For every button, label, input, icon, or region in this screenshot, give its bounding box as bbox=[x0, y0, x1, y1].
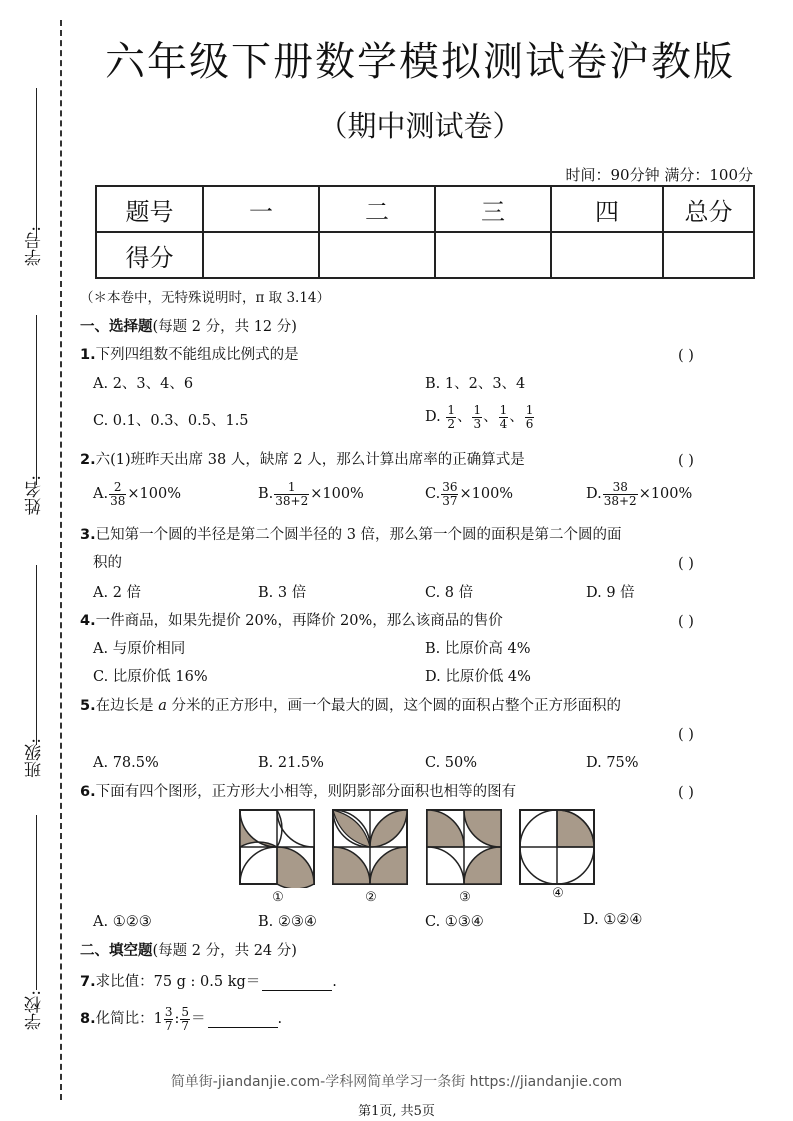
figure-2 bbox=[333, 810, 407, 884]
section1-heading bbox=[80, 320, 297, 335]
option-b bbox=[258, 481, 364, 507]
answer-paren[interactable]: ( ) bbox=[678, 453, 694, 469]
header-cell: 二 bbox=[319, 186, 435, 232]
option-b: B. 比原价高 4% bbox=[425, 641, 531, 657]
denominator: 3 bbox=[473, 416, 482, 431]
fraction bbox=[164, 1006, 174, 1032]
score-row-label: 得分 bbox=[96, 232, 203, 278]
period: . bbox=[277, 1011, 283, 1028]
option-d: D. ①②④ bbox=[583, 912, 643, 928]
shaded-figures bbox=[235, 808, 595, 888]
score-cell[interactable] bbox=[319, 232, 435, 278]
score-cell[interactable] bbox=[203, 232, 319, 278]
option-a: A. 78.5% bbox=[93, 755, 159, 771]
question-text: 下列四组数不能组成比例式的是 bbox=[95, 347, 299, 363]
option-b: B. 21.5% bbox=[258, 755, 324, 771]
denominator: 37 bbox=[442, 493, 458, 508]
numerator: 1 bbox=[499, 403, 508, 417]
question-number: 5. bbox=[80, 698, 96, 714]
option-letter: D. bbox=[586, 486, 602, 503]
question-text: 化简比：1 bbox=[95, 1011, 163, 1028]
section2-heading bbox=[80, 944, 297, 959]
option-letter: A. bbox=[93, 486, 109, 503]
answer-paren[interactable]: ( ) bbox=[678, 785, 694, 801]
question-text: 已知第一个圆的半径是第二个圆半径的 3 倍，那么第一个圆的面积是第二个圆的面 bbox=[95, 527, 622, 543]
score-cell[interactable] bbox=[663, 232, 754, 278]
fraction bbox=[499, 404, 509, 430]
fraction bbox=[109, 481, 126, 507]
option-c bbox=[425, 481, 513, 507]
figure-1 bbox=[240, 810, 314, 888]
question-text: 在边长是 bbox=[95, 698, 154, 714]
header-cell: 三 bbox=[435, 186, 551, 232]
fraction bbox=[525, 404, 535, 430]
question-2 bbox=[80, 453, 525, 468]
page-title: 六年级下册数学模拟测试卷沪教版 bbox=[105, 39, 735, 85]
fraction bbox=[446, 404, 456, 430]
option-d: D. 9 倍 bbox=[586, 585, 635, 601]
option-suffix: ×100% bbox=[310, 486, 364, 503]
denominator: 7 bbox=[164, 1018, 173, 1033]
name-line bbox=[36, 315, 37, 485]
denominator: 38 bbox=[110, 493, 126, 508]
fraction bbox=[274, 481, 309, 507]
score-table-header-row bbox=[96, 186, 754, 232]
ratio-colon: : bbox=[174, 1011, 180, 1028]
denominator: 38+2 bbox=[603, 493, 637, 508]
numerator: 1 bbox=[473, 403, 482, 417]
option-c: C. 8 倍 bbox=[425, 585, 474, 601]
question-1 bbox=[80, 348, 299, 363]
option-a: A. ①②③ bbox=[93, 914, 152, 930]
question-number: 3. bbox=[80, 527, 96, 543]
fraction bbox=[472, 404, 482, 430]
option-b: B. ②③④ bbox=[258, 914, 317, 930]
answer-paren[interactable]: ( ) bbox=[678, 614, 694, 630]
question-7 bbox=[80, 975, 337, 991]
question-number: 4. bbox=[80, 613, 96, 629]
numerator: 1 bbox=[447, 403, 455, 417]
denominator: 7 bbox=[181, 1018, 190, 1033]
numerator: 1 bbox=[525, 403, 534, 417]
binding-dashed-line bbox=[60, 20, 62, 1100]
option-a: A. 与原价相同 bbox=[93, 641, 186, 657]
question-3 bbox=[80, 528, 622, 543]
numerator: 1 bbox=[274, 481, 309, 495]
class-label: 班级: bbox=[25, 738, 45, 778]
header-cell: 一 bbox=[203, 186, 319, 232]
fraction bbox=[441, 481, 458, 507]
pi-note: （＊本卷中，无特殊说明时，π 取 3.14） bbox=[80, 290, 331, 306]
answer-paren[interactable]: ( ) bbox=[678, 556, 694, 572]
option-letter: C. bbox=[425, 486, 441, 503]
option-letter: B. bbox=[258, 486, 274, 503]
period: . bbox=[332, 974, 337, 990]
denominator: 38+2 bbox=[275, 493, 309, 508]
option-suffix: ×100% bbox=[127, 486, 181, 503]
question-text: 下面有四个图形，正方形大小相等，则阴影部分面积也相等的图有 bbox=[95, 784, 517, 800]
option-d: D. 75% bbox=[586, 755, 639, 771]
header-cell: 总分 bbox=[663, 186, 754, 232]
question-number: 8. bbox=[80, 1011, 96, 1028]
school-label: 学校: bbox=[25, 990, 45, 1030]
option-d bbox=[586, 481, 692, 507]
question-8 bbox=[80, 1006, 282, 1032]
numerator: 2 bbox=[109, 481, 126, 495]
option-a bbox=[93, 481, 181, 507]
exam-meta: 时间：90分钟 满分：100分 bbox=[565, 166, 753, 184]
option-d: D. 比原价低 4% bbox=[425, 669, 531, 685]
equals-sign: ＝ bbox=[191, 1011, 206, 1028]
score-table bbox=[95, 185, 755, 279]
header-cell: 题号 bbox=[96, 186, 203, 232]
figure-label-1: ① bbox=[272, 890, 284, 905]
figure-3 bbox=[427, 810, 501, 884]
class-line bbox=[36, 565, 37, 745]
denominator: 6 bbox=[525, 416, 534, 431]
denominator: 2 bbox=[447, 416, 455, 431]
answer-paren[interactable]: ( ) bbox=[678, 348, 694, 364]
question-number: 2. bbox=[80, 452, 96, 468]
fraction bbox=[180, 1006, 190, 1032]
option-b: B. 3 倍 bbox=[258, 585, 307, 601]
option-c: C. ①③④ bbox=[425, 914, 484, 930]
question-text-rest: 分米的正方形中，画一个最大的圆，这个圆的面积占整个正方形面积的 bbox=[171, 698, 621, 714]
figure-4 bbox=[520, 810, 594, 884]
answer-blank[interactable] bbox=[208, 1012, 278, 1028]
header-cell: 四 bbox=[551, 186, 663, 232]
question-3-cont: 积的 bbox=[93, 555, 122, 571]
name-label: 姓名: bbox=[25, 475, 45, 515]
page-number: 第1页, 共5页 bbox=[358, 1104, 435, 1119]
variable-a: a bbox=[158, 698, 167, 714]
option-suffix: ×100% bbox=[638, 486, 693, 503]
figure-label-3: ③ bbox=[459, 890, 471, 905]
page-subtitle: （期中测试卷） bbox=[318, 109, 522, 143]
option-c: C. 50% bbox=[425, 755, 478, 771]
figure-label-2: ② bbox=[365, 890, 377, 905]
section2-note: (每题 2 分，共 24 分) bbox=[152, 943, 297, 959]
option-c: C. 比原价低 16% bbox=[93, 669, 208, 685]
question-text: 求比值：75 g : 0.5 kg＝ bbox=[95, 974, 261, 990]
school-line bbox=[36, 815, 37, 990]
question-text: 六(1)班昨天出席 38 人，缺席 2 人，那么计算出席率的正确算式是 bbox=[95, 452, 525, 468]
question-number: 6. bbox=[80, 784, 96, 800]
section1-note: (每题 2 分，共 12 分) bbox=[152, 319, 297, 335]
option-c: C. 0.1、0.3、0.5、1.5 bbox=[93, 413, 249, 429]
option-suffix: ×100% bbox=[459, 486, 514, 503]
numerator: 5 bbox=[181, 1005, 190, 1019]
numerator: 36 bbox=[442, 480, 458, 494]
section1-title: 一、选择题 bbox=[80, 319, 153, 335]
question-number: 1. bbox=[80, 347, 96, 363]
score-cell[interactable] bbox=[435, 232, 551, 278]
option-b: B. 1、2、3、4 bbox=[425, 376, 526, 392]
question-5 bbox=[80, 699, 621, 714]
option-letter: D. bbox=[425, 409, 441, 426]
footer-watermark: 简单街-jiandanjie.com-学科网简单学习一条街 https://jiandanjie.com bbox=[170, 1074, 623, 1090]
score-table-score-row bbox=[96, 232, 754, 278]
denominator: 4 bbox=[499, 416, 508, 431]
fraction bbox=[603, 481, 638, 507]
numerator: 3 bbox=[164, 1005, 173, 1019]
figure-label-4: ④ bbox=[552, 886, 564, 901]
question-number: 7. bbox=[80, 974, 96, 990]
answer-blank[interactable] bbox=[262, 975, 332, 991]
question-4 bbox=[80, 614, 503, 629]
answer-paren[interactable]: ( ) bbox=[678, 727, 694, 743]
question-text: 一件商品，如果先提价 20%，再降价 20%，那么该商品的售价 bbox=[95, 613, 503, 629]
option-d: D. $\frac{1}{2}$ 、 $\frac{1}{3}$ 、 $\frac{1}{4}$ 、 $\frac{1}{6}$ bbox=[425, 403, 534, 431]
score-cell[interactable] bbox=[551, 232, 663, 278]
option-a: A. 2 倍 bbox=[93, 585, 142, 601]
option-a: A. 2、3、4、6 bbox=[93, 376, 194, 392]
student-id-label: 学号: bbox=[25, 226, 45, 266]
section2-title: 二、填空题 bbox=[80, 943, 153, 959]
numerator: 38 bbox=[603, 481, 638, 495]
question-6 bbox=[80, 785, 516, 800]
